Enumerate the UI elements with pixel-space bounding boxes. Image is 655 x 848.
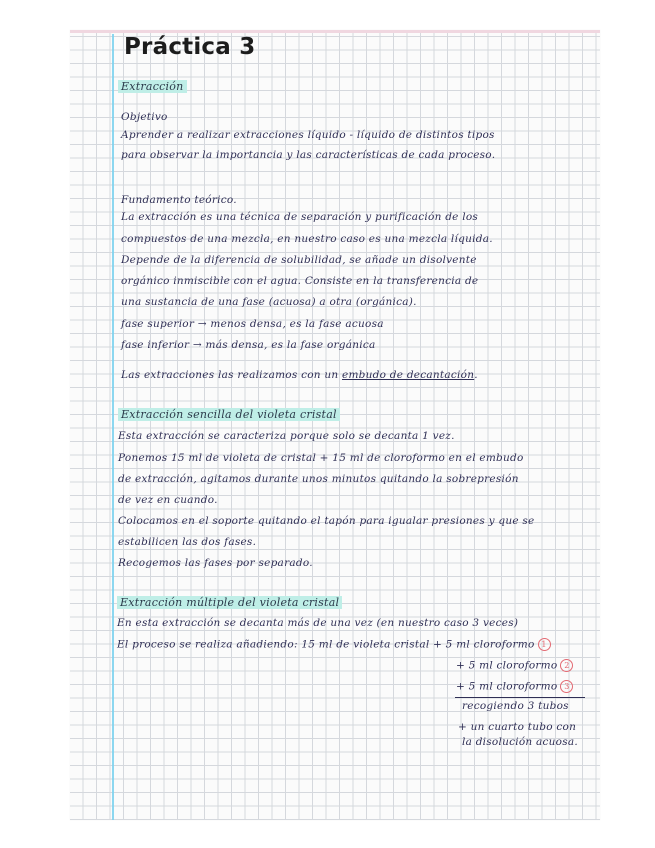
objetivo-line: Aprender a realizar extracciones líquido - líquido de distintos tipos: [121, 129, 495, 141]
multiple-line-text: El proceso se realiza añadiendo: 15 ml de violeta cristal + 5 ml cloroformo: [117, 638, 535, 651]
fundamento-line: Depende de la diferencia de solubilidad, se añade un disolvente: [121, 254, 477, 266]
step-text: + 5 ml cloroformo: [456, 680, 558, 693]
sencilla-line: de vez en cuando.: [118, 494, 218, 506]
sencilla-line: Esta extracción se caracteriza porque solo se decanta 1 vez.: [118, 430, 455, 442]
embudo-suffix: .: [474, 369, 478, 381]
sencilla-line: estabilicen las dos fases.: [118, 536, 257, 548]
section-heading-sencilla: [118, 408, 340, 421]
final-line: la disolución acuosa.: [462, 736, 578, 748]
heading-highlight: Extracción múltiple del violeta cristal: [117, 596, 342, 609]
fundamento-label: Fundamento teórico.: [121, 194, 237, 206]
step-number-2: 2: [560, 659, 573, 672]
sencilla-line: Recogemos las fases por separado.: [118, 557, 313, 569]
heading-highlight: Extracción sencilla del violeta cristal: [118, 408, 340, 421]
fundamento-line: compuestos de una mezcla, en nuestro caso es una mezcla líquida.: [121, 233, 493, 245]
margin-line: [112, 34, 114, 820]
embudo-line: [121, 369, 478, 381]
page-title: Práctica 3: [124, 34, 256, 60]
embudo-prefix: Las extracciones las realizamos con un: [121, 369, 343, 381]
objetivo-label: Objetivo: [121, 111, 168, 123]
fundamento-line: fase inferior → más densa, es la fase orgánica: [121, 339, 376, 351]
sencilla-line: Ponemos 15 ml de violeta de cristal + 15 ml de cloroformo en el embudo: [118, 452, 524, 464]
step-number-3: 3: [560, 680, 573, 693]
section-heading-multiple: [117, 596, 342, 609]
step-line-2: [456, 659, 573, 672]
multiple-line: En esta extracción se decanta más de una vez (en nuestro caso 3 veces): [117, 617, 519, 629]
heading-highlight: Extracción: [118, 80, 187, 93]
fundamento-line: La extracción es una técnica de separación y purificación de los: [121, 211, 479, 223]
divider-line: [455, 697, 585, 698]
sencilla-line: de extracción, agitamos durante unos minutos quitando la sobrepresión: [118, 473, 519, 485]
embudo-underlined: embudo de decantación: [342, 369, 475, 381]
fundamento-line: una sustancia de una fase (acuosa) a otra (orgánica).: [121, 296, 417, 308]
sencilla-line: Colocamos en el soporte quitando el tapón para igualar presiones y que se: [118, 515, 535, 527]
step-line-3: [456, 680, 573, 693]
multiple-line: [117, 638, 551, 651]
objetivo-line: para observar la importancia y las características de cada proceso.: [121, 149, 496, 161]
step-number-1: 1: [538, 638, 551, 651]
section-heading-extraccion: [118, 80, 187, 93]
final-line: + un cuarto tubo con: [458, 721, 577, 733]
recogiendo-line: recogiendo 3 tubos: [462, 700, 569, 712]
step-text: + 5 ml cloroformo: [456, 659, 558, 672]
fundamento-line: orgánico inmiscible con el agua. Consiste en la transferencia de: [121, 275, 479, 287]
page-top-stripe: [70, 30, 600, 33]
fundamento-line: fase superior → menos densa, es la fase acuosa: [121, 318, 384, 330]
